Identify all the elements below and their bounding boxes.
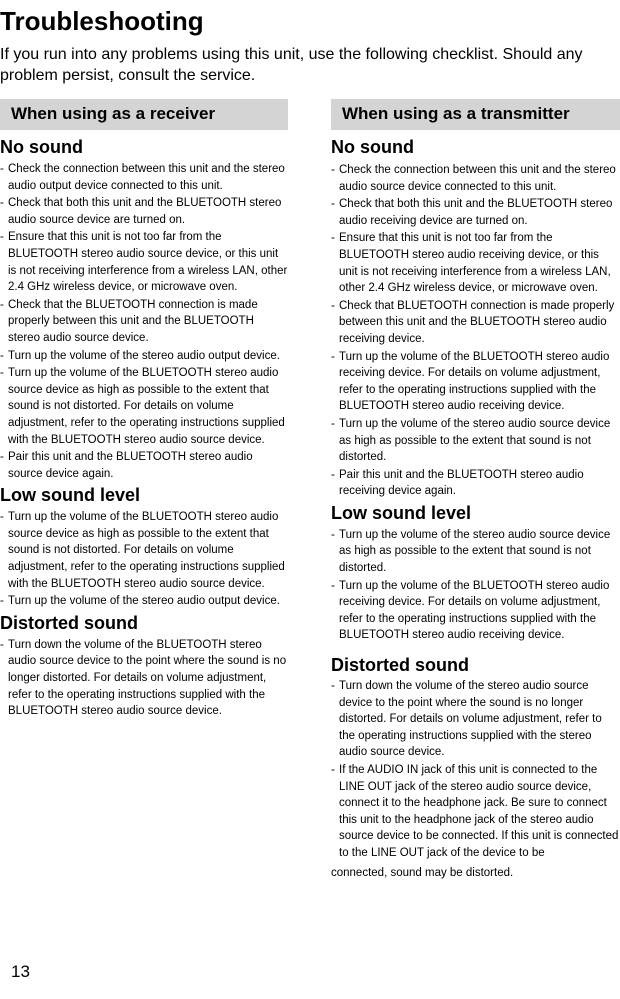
item-text: Turn up the volume of the BLUETOOTH stereo audio receiving device. For details on volume adjustment, refer to the operating instructions supplied with the BLUETOOTH stereo audio receiving device. bbox=[339, 579, 610, 642]
transmitter-column bbox=[331, 99, 620, 881]
bullet-dash: - bbox=[0, 163, 4, 175]
list-item bbox=[331, 162, 620, 195]
bullet-dash: - bbox=[331, 299, 335, 312]
checklist bbox=[331, 678, 620, 862]
item-text: Check that both this unit and the BLUETOOTH stereo audio source device are turned on. bbox=[8, 197, 282, 226]
bullet-dash: - bbox=[331, 164, 335, 176]
bullet-dash: - bbox=[331, 579, 335, 592]
bullet-dash: - bbox=[331, 528, 335, 541]
checklist bbox=[0, 637, 288, 720]
item-text: Check the connection between this unit and the stereo audio output device connected to this unit. bbox=[8, 163, 285, 192]
list-item bbox=[0, 449, 288, 482]
list-item bbox=[331, 527, 620, 577]
item-text: Check that the BLUETOOTH connection is made properly between this unit and the BLUETOOTH stereo audio source device. bbox=[8, 298, 258, 344]
item-text: Turn up the volume of the stereo audio source device as high as possible to the extent that sound is not distorted. bbox=[339, 528, 611, 575]
list-item bbox=[0, 297, 288, 347]
bullet-dash: - bbox=[0, 451, 4, 464]
item-text: Turn up the volume of the stereo audio output device. bbox=[8, 595, 280, 608]
item-text: Ensure that this unit is not too far from the BLUETOOTH stereo audio receiving device, or this unit is not receiving interference from a wireless LAN, other 2.4 GHz wireless device, or microwave oven. bbox=[339, 232, 611, 295]
item-text: Check that both this unit and the BLUETOOTH stereo audio receiving device are turned on. bbox=[339, 198, 613, 227]
list-item bbox=[0, 229, 288, 295]
item-text: Turn down the volume of the stereo audio source device to the point where the sound is no longer distorted. For details on volume adjustment, refer to the operating instructions supplied with the stereo audio source device. bbox=[339, 680, 602, 759]
bullet-dash: - bbox=[331, 198, 335, 211]
bullet-dash: - bbox=[331, 350, 335, 363]
bullet-dash: - bbox=[331, 417, 335, 430]
bullet-dash: - bbox=[0, 298, 4, 311]
item-text: Pair this unit and the BLUETOOTH stereo audio source device again. bbox=[8, 451, 253, 480]
bullet-dash: - bbox=[0, 638, 4, 651]
list-item bbox=[331, 196, 620, 229]
item-text: Check that BLUETOOTH connection is made properly between this unit and the BLUETOOTH stereo audio receiving device. bbox=[339, 299, 615, 345]
section-title: Distorted sound bbox=[0, 612, 138, 633]
bullet-dash: - bbox=[331, 680, 335, 693]
bullet-dash: - bbox=[0, 349, 4, 362]
list-item bbox=[0, 348, 288, 365]
list-item bbox=[331, 230, 620, 296]
bullet-dash: - bbox=[331, 232, 335, 245]
item-text: Turn up the volume of the BLUETOOTH stereo audio receiving device. For details on volume adjustment, refer to the operating instructions supplied with the BLUETOOTH stereo audio receiving device. bbox=[339, 350, 610, 413]
item-text: If the AUDIO IN jack of this unit is connected to the LINE OUT jack of the stereo audio source device, connect it to the headphone jack. Be sure to connect this unit to the headphone jack of the stereo audio source device to be connected. If this unit is connected to the LINE OUT jack of the device to be bbox=[339, 764, 619, 859]
checklist bbox=[331, 527, 620, 644]
continued-text: connected, sound may be distorted. bbox=[331, 866, 514, 879]
list-item bbox=[331, 349, 620, 415]
item-text: Ensure that this unit is not too far from the BLUETOOTH stereo audio source device, or this unit is not receiving interference from a wireless LAN, other 2.4 GHz wireless device, or microwave oven. bbox=[8, 231, 288, 294]
list-item bbox=[0, 365, 288, 448]
checklist bbox=[331, 162, 620, 500]
item-text: Turn up the volume of the BLUETOOTH stereo audio source device as high as possible to the extent that sound is not distorted. For details on volume adjustment, refer to the operating instructions supplied with the BLUETOOTH stereo audio source device. bbox=[8, 367, 285, 446]
item-text: Turn down the volume of the BLUETOOTH stereo audio source device to the point where the sound is no longer distorted. For details on volume adjustment, refer to the operating instructions supplied with the BLUETOOTH stereo audio source device. bbox=[8, 638, 287, 718]
checklist bbox=[0, 161, 288, 482]
bullet-dash: - bbox=[331, 764, 335, 776]
list-item bbox=[0, 637, 288, 720]
item-text: Turn up the volume of the stereo audio source device as high as possible to the extent that sound is not distorted. bbox=[339, 417, 611, 464]
page-title: Troubleshooting bbox=[0, 6, 204, 36]
list-item bbox=[331, 678, 620, 761]
intro-text: If you run into any problems using this unit, use the following checklist. Should any problem persist, consult the service. bbox=[0, 46, 583, 84]
list-item bbox=[0, 509, 288, 592]
list-item bbox=[0, 195, 288, 228]
list-item bbox=[331, 762, 620, 862]
bullet-dash: - bbox=[0, 231, 4, 244]
receiver-column bbox=[0, 99, 288, 721]
section-title: Low sound level bbox=[331, 502, 472, 523]
list-item bbox=[331, 416, 620, 466]
section-title: Distorted sound bbox=[331, 655, 469, 676]
list-item bbox=[331, 578, 620, 644]
section-title: Low sound level bbox=[0, 485, 141, 506]
bullet-dash: - bbox=[0, 197, 4, 210]
item-text: Pair this unit and the BLUETOOTH stereo audio receiving device again. bbox=[339, 468, 584, 498]
item-text: Turn up the volume of the stereo audio output device. bbox=[8, 349, 280, 362]
item-text: Check the connection between this unit and the stereo audio source device connected to this unit. bbox=[339, 164, 616, 193]
page-number: 13 bbox=[11, 962, 30, 981]
transmitter-header: When using as a transmitter bbox=[331, 99, 620, 130]
item-text: Turn up the volume of the BLUETOOTH stereo audio source device as high as possible to the extent that sound is not distorted. For details on volume adjustment, refer to the operating instructions supplied with the BLUETOOTH stereo audio source device. bbox=[8, 511, 285, 590]
list-item bbox=[0, 593, 288, 610]
bullet-dash: - bbox=[0, 367, 4, 380]
receiver-header: When using as a receiver bbox=[0, 99, 288, 130]
section-title: No sound bbox=[331, 137, 414, 157]
list-item bbox=[331, 298, 620, 348]
list-item bbox=[331, 467, 620, 500]
bullet-dash: - bbox=[0, 511, 4, 524]
list-item bbox=[0, 161, 288, 194]
bullet-dash: - bbox=[331, 468, 335, 481]
checklist bbox=[0, 509, 288, 610]
section-title: No sound bbox=[0, 137, 83, 157]
bullet-dash: - bbox=[0, 595, 4, 608]
